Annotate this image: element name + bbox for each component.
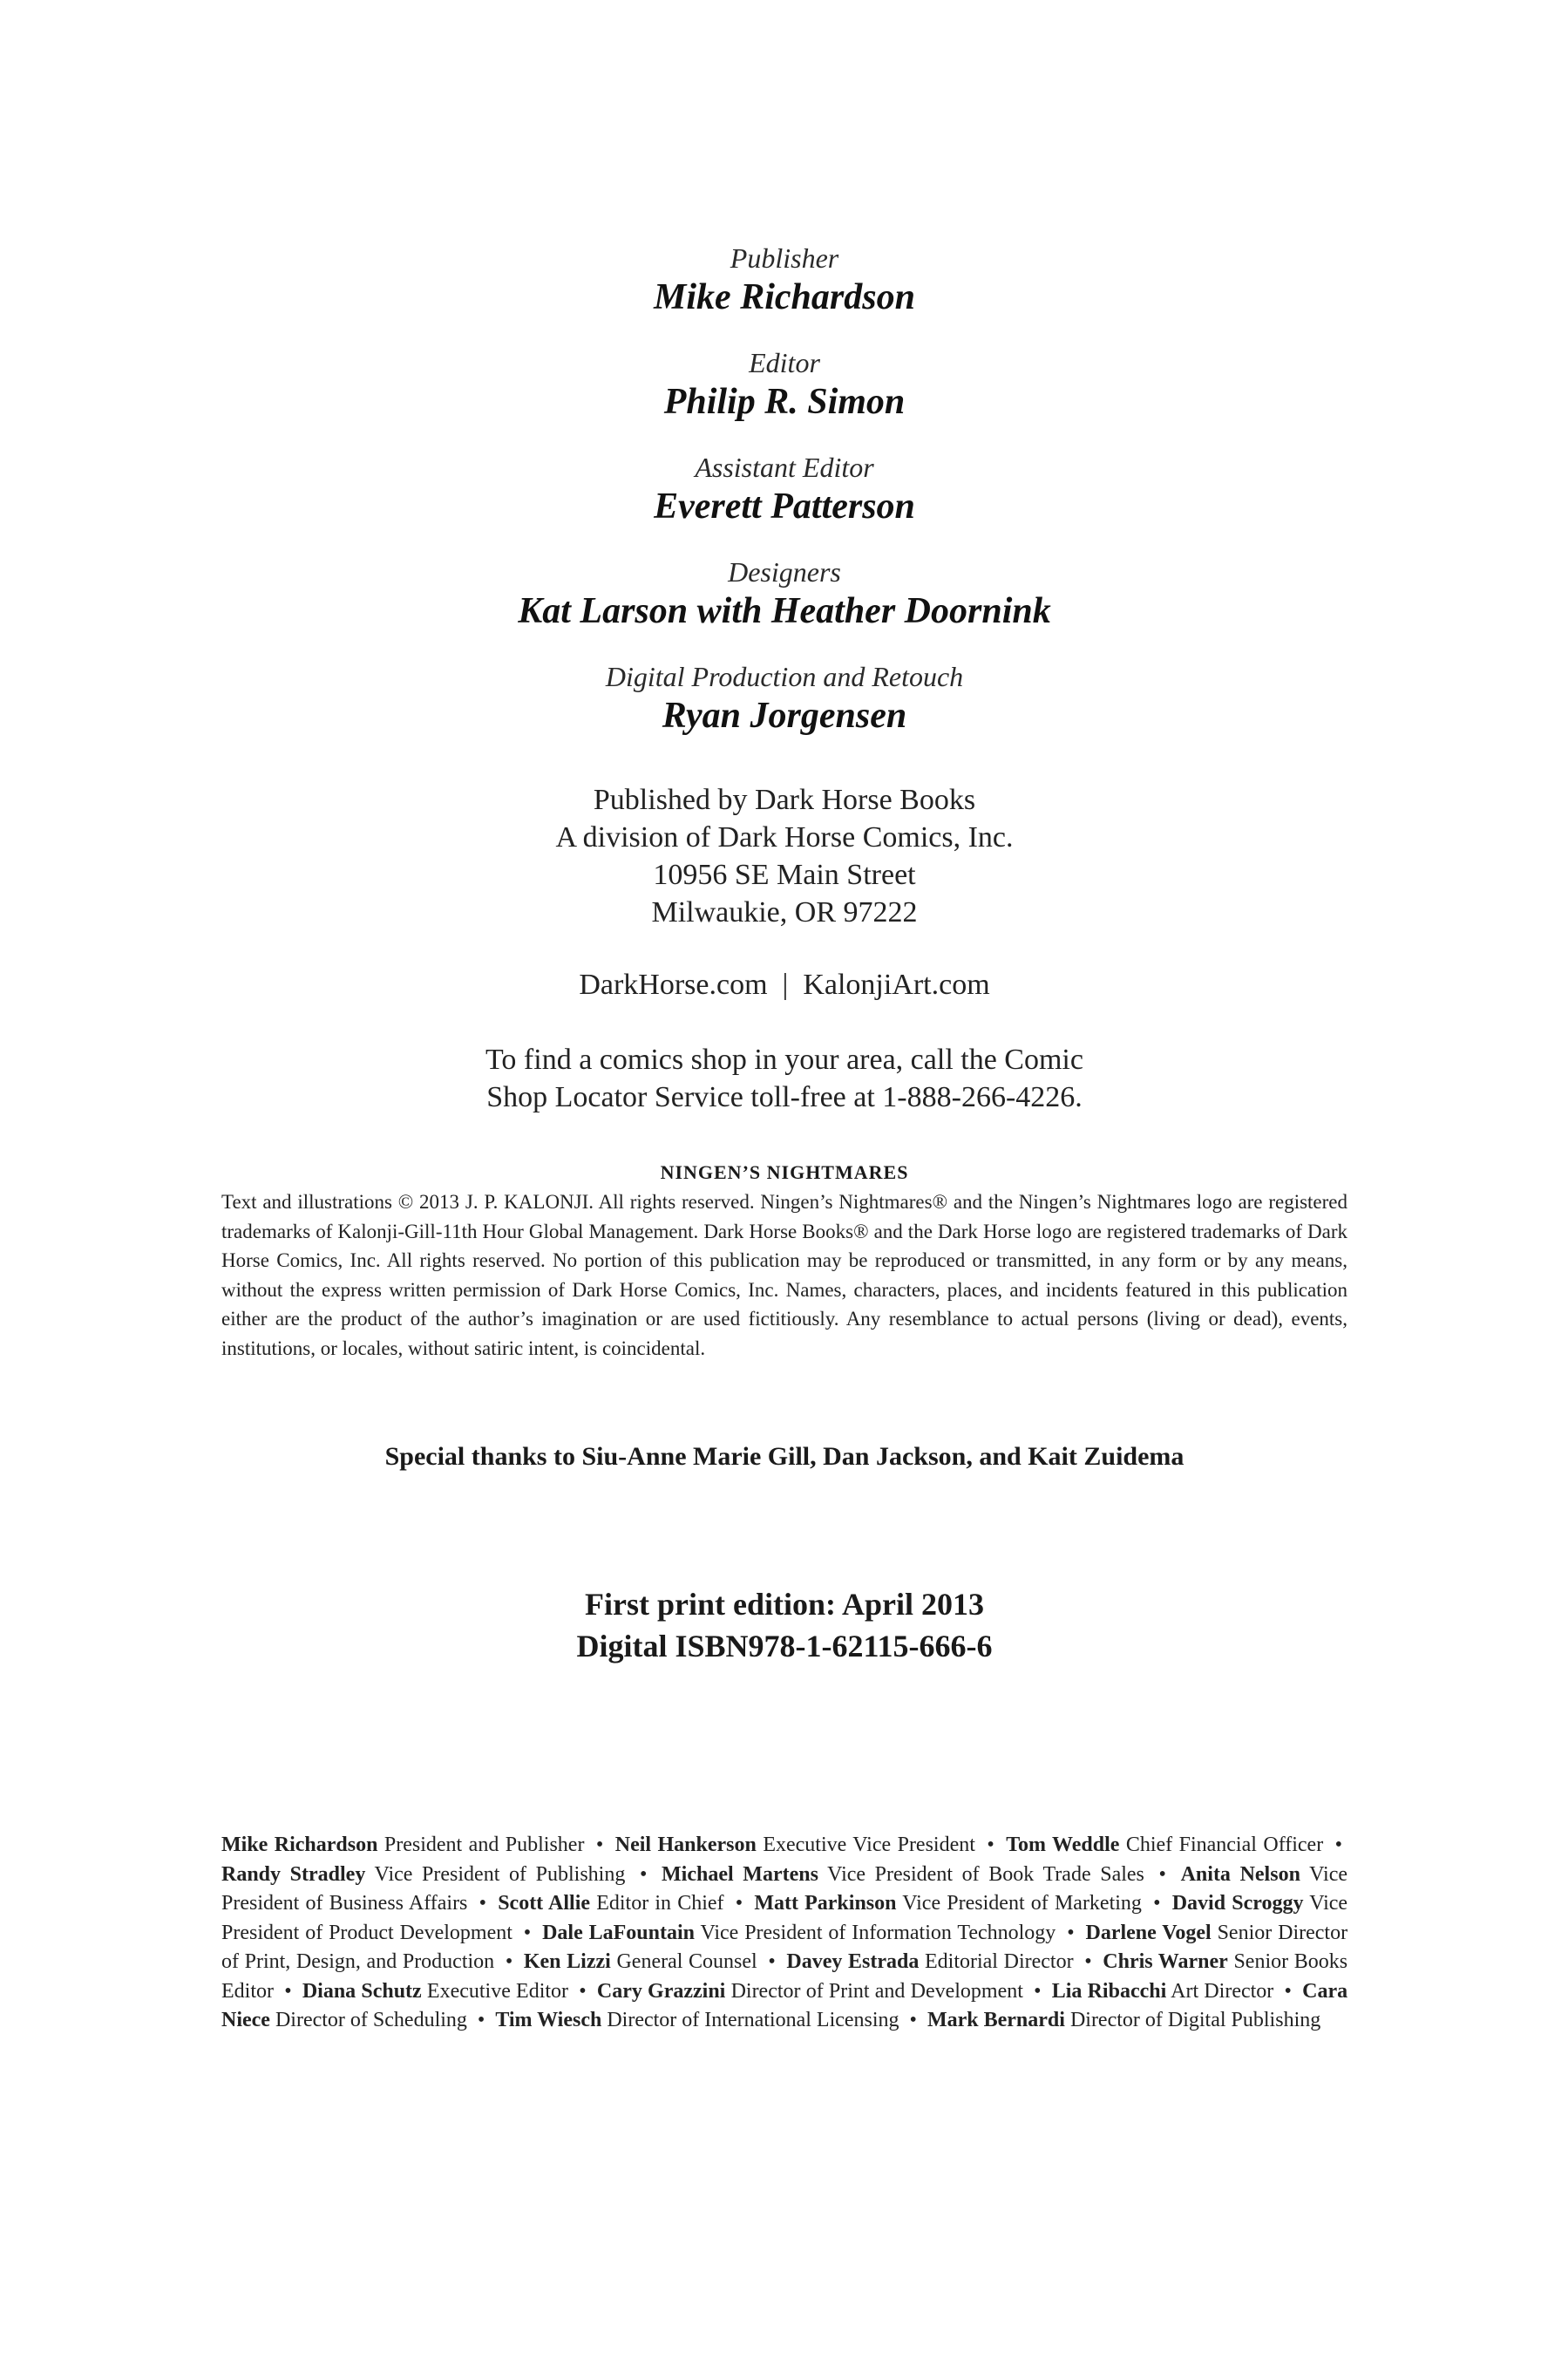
- staff-entry: [1052, 1980, 1274, 2003]
- staff-entry: [495, 2009, 899, 2031]
- locator-line: Shop Locator Service toll-free at 1-888-266-4226.: [486, 1081, 1083, 1113]
- credit-name: Everett Patterson: [654, 486, 915, 527]
- bullet-separator: •: [1084, 1950, 1092, 1973]
- bullet-separator: •: [505, 1950, 513, 1973]
- bullet-separator: •: [987, 1834, 994, 1856]
- address-line: 10956 SE Main Street: [653, 859, 916, 891]
- staff-name: Mike Richardson: [221, 1834, 378, 1856]
- credit-role: Assistant Editor: [695, 452, 874, 483]
- staff-name: Davey Estrada: [786, 1950, 920, 1973]
- bullet-separator: •: [909, 2009, 917, 2031]
- bullet-separator: •: [479, 1892, 486, 1915]
- staff-list: [221, 1831, 1347, 2036]
- first-print-edition: First print edition: April 2013: [585, 1587, 984, 1622]
- staff-title: Vice President of Marketing: [902, 1892, 1142, 1915]
- staff-entry: [754, 1892, 1142, 1915]
- credit-editor: [218, 345, 1351, 424]
- staff-name: Dale LaFountain: [542, 1921, 695, 1944]
- staff-name: Matt Parkinson: [754, 1892, 897, 1915]
- staff-entry: [221, 1834, 584, 1856]
- bullet-separator: •: [1034, 1979, 1042, 2003]
- staff-entry: [662, 1863, 1144, 1886]
- staff-name: Neil Hankerson: [614, 1834, 757, 1856]
- staff-title: Editor in Chief: [596, 1892, 724, 1915]
- credit-name: Philip R. Simon: [663, 382, 906, 422]
- staff-name: Mark Bernardi: [927, 2009, 1065, 2031]
- staff-title: Director of Digital Publishing: [1069, 2009, 1321, 2031]
- staff-name: Tom Weddle: [1006, 1834, 1120, 1856]
- staff-name: Anita Nelson: [1180, 1862, 1300, 1886]
- bullet-separator: •: [284, 1979, 292, 2003]
- staff-title: General Counsel: [616, 1950, 757, 1973]
- staff-name: Scott Allie: [498, 1892, 591, 1915]
- legal-title-wrap: [218, 1160, 1351, 1186]
- staff-name: Cary Grazzini: [596, 1979, 726, 2003]
- bullet-separator: •: [1334, 1834, 1343, 1856]
- credit-digital-production: [218, 659, 1351, 738]
- bullet-separator: •: [523, 1921, 532, 1944]
- staff-title: Vice President of Publishing: [374, 1862, 626, 1886]
- address-line: Published by Dark Horse Books: [593, 784, 976, 816]
- staff-name: Ken Lizzi: [523, 1950, 611, 1973]
- bullet-separator: •: [1284, 1979, 1292, 2003]
- staff-title: Editorial Director: [925, 1950, 1074, 1973]
- staff-title: Art Director: [1171, 1979, 1274, 2003]
- staff-title: President and Publisher: [384, 1834, 585, 1856]
- credit-publisher: [218, 241, 1351, 319]
- staff-title: Director of International Licensing: [607, 2009, 899, 2031]
- credit-role: Publisher: [730, 242, 839, 274]
- website-links: DarkHorse.com | KalonjiArt.com: [579, 969, 990, 1001]
- thanks-text: Special thanks to Siu-Anne Marie Gill, Dan Jackson, and Kait Zuidema: [384, 1442, 1184, 1471]
- staff-entry: [1006, 1834, 1323, 1856]
- edition-info: [218, 1583, 1351, 1667]
- special-thanks: [218, 1440, 1351, 1473]
- credit-name: Ryan Jorgensen: [662, 696, 907, 736]
- staff-name: Lia Ribacchi: [1051, 1979, 1167, 2003]
- staff-title: Vice President of Business Affairs: [221, 1862, 1348, 1915]
- shop-locator: [218, 1041, 1351, 1116]
- staff-title: Vice President of Product Development: [221, 1892, 1348, 1944]
- staff-name: Darlene Vogel: [1085, 1921, 1212, 1944]
- staff-name: Tim Wiesch: [495, 2009, 602, 2031]
- publisher-address: [218, 781, 1351, 931]
- staff-name: Chris Warner: [1103, 1950, 1228, 1973]
- bullet-separator: •: [768, 1950, 776, 1973]
- locator-line: To find a comics shop in your area, call the Comic: [485, 1044, 1083, 1076]
- staff-name: Cara Niece: [221, 1979, 1348, 2031]
- staff-entry: [302, 1980, 568, 2003]
- staff-title: Director of Scheduling: [275, 2009, 467, 2031]
- bullet-separator: •: [1153, 1892, 1161, 1915]
- staff-entry: [597, 1980, 1023, 2003]
- staff-entry: [221, 1863, 625, 1886]
- staff-title: Executive Vice President: [763, 1834, 975, 1856]
- bullet-separator: •: [477, 2009, 485, 2031]
- bullet-separator: •: [579, 1979, 587, 2003]
- digital-isbn: Digital ISBN978-1-62115-666-6: [576, 1629, 993, 1663]
- bullet-separator: •: [639, 1862, 648, 1886]
- staff-entry: [615, 1834, 975, 1856]
- credit-role: Designers: [728, 556, 841, 588]
- staff-title: Senior Director of Print, Design, and Production: [221, 1921, 1348, 1973]
- staff-entry: [786, 1950, 1073, 1973]
- staff-title: Senior Books Editor: [221, 1950, 1348, 2003]
- staff-entry: [498, 1892, 723, 1915]
- staff-title: Vice President of Book Trade Sales: [827, 1862, 1144, 1886]
- credit-designers: [218, 554, 1351, 633]
- bullet-separator: •: [595, 1834, 604, 1856]
- staff-entry: [927, 2009, 1320, 2031]
- credit-assistant-editor: [218, 450, 1351, 528]
- staff-name: Diana Schutz: [302, 1979, 422, 2003]
- staff-name: Randy Stradley: [221, 1862, 366, 1886]
- credit-name: Kat Larson with Heather Doornink: [518, 591, 1051, 631]
- address-line: Milwaukie, OR 97222: [651, 896, 918, 929]
- address-line: A division of Dark Horse Comics, Inc.: [555, 821, 1014, 854]
- staff-title: Chief Financial Officer: [1125, 1834, 1324, 1856]
- legal-body: Text and illustrations © 2013 J. P. KALONJI. All rights reserved. Ningen’s Nightmares® and the Ningen’s Nightmares logo are registered trademarks of Kalonji-Gill-11th Hour Global Management. Dark Horse Books® and the Dark Horse logo are registered trademarks of Dark Horse Comics, Inc. All rights reserved. No portion of this publication may be reproduced or transmitted, in any form or by any means, without the express written permission of Dark Horse Comics, Inc. Names, characters, places, and incidents featured in this publication either are the product of the author’s imagination or are used fictitiously. Any resemblance to actual persons (living or dead), events, institutions, or locales, without satiric intent, is coincidental.: [221, 1191, 1347, 1359]
- bullet-separator: •: [1067, 1921, 1075, 1944]
- bullet-separator: •: [1158, 1862, 1166, 1886]
- staff-name: Michael Martens: [662, 1862, 818, 1886]
- credit-role: Editor: [749, 347, 820, 378]
- staff-title: Vice President of Information Technology: [700, 1921, 1056, 1944]
- staff-entry: [524, 1950, 757, 1973]
- bullet-separator: •: [735, 1892, 743, 1915]
- staff-title: Director of Print and Development: [730, 1979, 1023, 2003]
- staff-entry: [542, 1922, 1056, 1944]
- legal-title: NINGEN’S NIGHTMARES: [660, 1161, 909, 1183]
- credit-name: Mike Richardson: [654, 277, 915, 317]
- websites: [218, 966, 1351, 1004]
- credit-role: Digital Production and Retouch: [605, 661, 964, 692]
- staff-name: David Scroggy: [1171, 1892, 1304, 1915]
- staff-title: Executive Editor: [426, 1979, 569, 2003]
